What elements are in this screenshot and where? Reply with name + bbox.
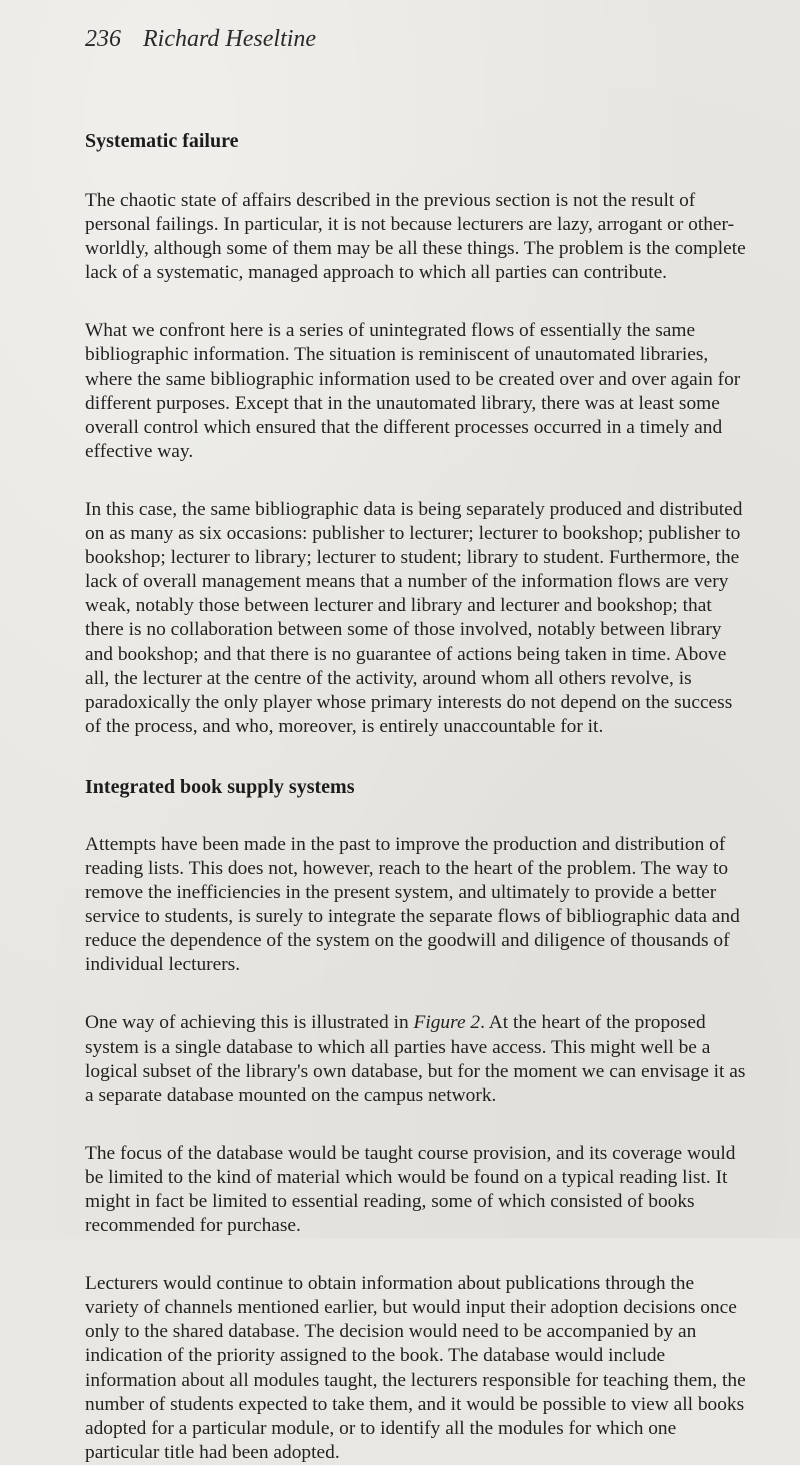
running-head: [85, 26, 316, 53]
paragraph: The chaotic state of affairs described in the previous section is not the result of personal failings. In particular, it is not because lecturers are lazy, arrogant or other-worldly, although some of them may be all these things. The problem is the complete lack of a systematic, managed approach to which all parties can contribute.: [85, 190, 746, 284]
section-heading-integrated-book-supply: Integrated book supply systems: [85, 775, 355, 798]
paragraph-text: . At the heart of the proposed system is a single database to which all parties have access. This might well be a logical subset of the library's own database, but for the moment we can envisage it as a separate database mounted on the campus network.: [85, 1012, 746, 1106]
paragraph: What we confront here is a series of unintegrated flows of essentially the same bibliographic information. The situation is reminiscent of unautomated libraries, where the same bibliographic information used to be created over and over again for different purposes. Except that in the unautomated library, there was at least some overall control which ensured that the different processes occurred in a timely and effective way.: [85, 320, 741, 462]
body-text: [85, 127, 750, 1465]
running-head-author: Richard Heseltine: [143, 26, 317, 52]
paragraph: Attempts have been made in the past to improve the production and distribution of reading lists. This does not, however, reach to the heart of the problem. The way to remove the inefficiencies in the present system, and ultimately to provide a better service to students, is surely to integrate the separate flows of bibliographic data and reduce the dependence of the system on the goodwill and diligence of thousands of individual lecturers.: [85, 833, 740, 976]
section-heading-systematic-failure: Systematic failure: [85, 130, 239, 152]
page-number: 236: [85, 26, 121, 52]
paragraph-figure-reference: [85, 1011, 750, 1107]
paragraph: In this case, the same bibliographic data is being separately produced and distributed on as many as six occasions: publisher to lecturer; lecturer to bookshop; publisher to bookshop; lecturer to library; lecturer to student; library to student. Furthermore, the lack of overall management means that a number of the information flows are very weak, notably those between lecturer and library and lecturer and bookshop; that there is no collaboration between some of those involved, notably between library and bookshop; and that there is no guarantee of actions being taken in time. Above all, the lecturer at the centre of the activity, around whom all others revolve, is paradoxically the only player whose primary interests do not depend on the success of the process, and who, moreover, is entirely unaccountable for it.: [85, 498, 743, 737]
paragraph-text: One way of achieving this is illustrated in: [85, 1012, 414, 1034]
figure-reference: Figure 2: [413, 1012, 481, 1034]
paragraph: The focus of the database would be taught course provision, and its coverage would be limited to the kind of material which would be found on a typical reading list. It might in fact be limited to essential reading, some of which consisted of books recommended for purchase.: [85, 1142, 736, 1237]
paragraph: Lecturers would continue to obtain information about publications through the variety of channels mentioned earlier, but would input their adoption decisions once only to the shared database. The decision would need to be accompanied by an indication of the priority assigned to the book. The database would include information about all modules taught, the lecturers responsible for teaching them, the number of students expected to take them, and it would be possible to view all books adopted for a particular module, or to identify all the modules for which one particular title had been adopted.: [85, 1273, 746, 1463]
